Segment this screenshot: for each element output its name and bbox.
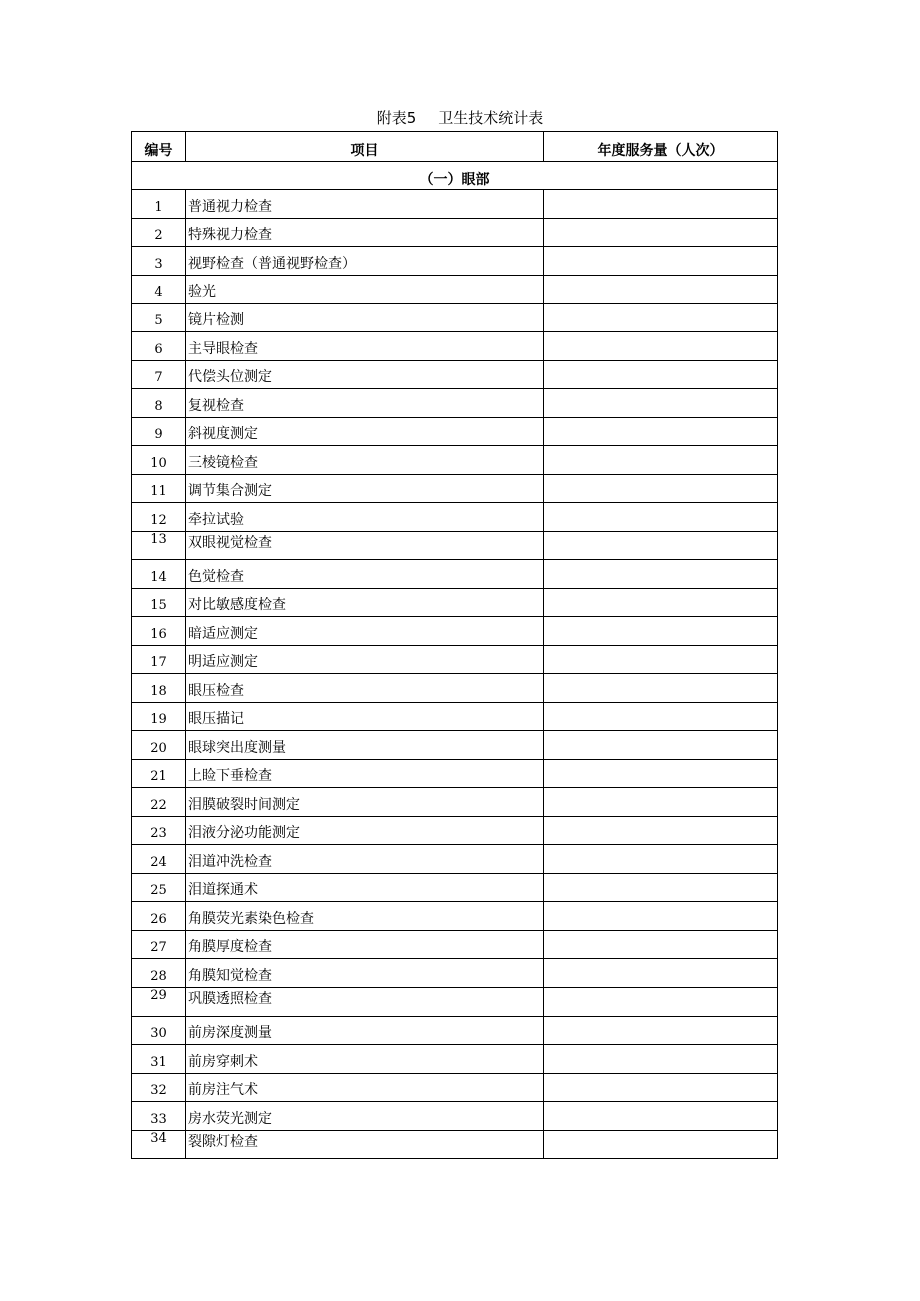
table-row (132, 817, 778, 845)
row-number: 25 (132, 874, 186, 902)
row-number: 8 (132, 389, 186, 418)
row-number: 11 (132, 475, 186, 503)
row-number: 34 (132, 1131, 186, 1159)
header-annual-volume: 年度服务量（人次） (544, 132, 778, 162)
title-label: 附表5 (376, 109, 417, 127)
row-number: 17 (132, 646, 186, 674)
row-annual-volume[interactable] (544, 1131, 778, 1159)
table-row (132, 190, 778, 219)
row-annual-volume[interactable] (544, 247, 778, 276)
row-annual-volume[interactable] (544, 304, 778, 332)
row-number: 10 (132, 446, 186, 475)
table-row (132, 332, 778, 361)
row-item: 眼压检查 (186, 674, 544, 703)
row-item: 斜视度测定 (186, 418, 544, 446)
row-number: 28 (132, 959, 186, 988)
row-annual-volume[interactable] (544, 1074, 778, 1102)
row-item: 镜片检测 (186, 304, 544, 332)
row-item: 泪道冲洗检查 (186, 845, 544, 874)
table-row (132, 589, 778, 617)
row-item: 前房深度测量 (186, 1017, 544, 1045)
table-header-row (132, 132, 778, 162)
row-annual-volume[interactable] (544, 731, 778, 760)
row-annual-volume[interactable] (544, 817, 778, 845)
row-number: 19 (132, 703, 186, 731)
row-annual-volume[interactable] (544, 646, 778, 674)
table-row (132, 532, 778, 560)
row-item: 普通视力检查 (186, 190, 544, 219)
row-number: 31 (132, 1045, 186, 1074)
table-row (132, 446, 778, 475)
row-annual-volume[interactable] (544, 190, 778, 219)
table-row (132, 874, 778, 902)
row-item: 复视检查 (186, 389, 544, 418)
row-annual-volume[interactable] (544, 1017, 778, 1045)
row-number: 18 (132, 674, 186, 703)
table-row (132, 1017, 778, 1045)
row-number: 13 (132, 532, 186, 560)
row-annual-volume[interactable] (544, 532, 778, 560)
row-annual-volume[interactable] (544, 1045, 778, 1074)
row-annual-volume[interactable] (544, 988, 778, 1017)
row-item: 前房注气术 (186, 1074, 544, 1102)
table-row (132, 760, 778, 788)
row-annual-volume[interactable] (544, 617, 778, 646)
row-number: 3 (132, 247, 186, 276)
table-row (132, 361, 778, 389)
row-annual-volume[interactable] (544, 418, 778, 446)
table-row (132, 1102, 778, 1131)
table-row (132, 674, 778, 703)
row-item: 裂隙灯检查 (186, 1131, 544, 1159)
row-item: 泪膜破裂时间测定 (186, 788, 544, 817)
row-number: 2 (132, 219, 186, 247)
table-row (132, 1074, 778, 1102)
row-number: 23 (132, 817, 186, 845)
table-row (132, 902, 778, 931)
row-annual-volume[interactable] (544, 931, 778, 959)
row-annual-volume[interactable] (544, 389, 778, 418)
row-annual-volume[interactable] (544, 332, 778, 361)
table-row (132, 247, 778, 276)
row-annual-volume[interactable] (544, 560, 778, 589)
row-number: 30 (132, 1017, 186, 1045)
table-row (132, 304, 778, 332)
row-item: 代偿头位测定 (186, 361, 544, 389)
row-item: 特殊视力检查 (186, 219, 544, 247)
row-annual-volume[interactable] (544, 475, 778, 503)
row-annual-volume[interactable] (544, 219, 778, 247)
row-item: 调节集合测定 (186, 475, 544, 503)
table-row (132, 845, 778, 874)
row-item: 角膜荧光素染色检查 (186, 902, 544, 931)
row-number: 6 (132, 332, 186, 361)
row-annual-volume[interactable] (544, 503, 778, 532)
row-item: 泪液分泌功能测定 (186, 817, 544, 845)
table-row (132, 731, 778, 760)
row-item: 双眼视觉检查 (186, 532, 544, 560)
row-annual-volume[interactable] (544, 1102, 778, 1131)
row-annual-volume[interactable] (544, 760, 778, 788)
row-item: 视野检查（普通视野检查） (186, 247, 544, 276)
header-item: 项目 (186, 132, 544, 162)
row-item: 房水荧光测定 (186, 1102, 544, 1131)
table-row (132, 418, 778, 446)
row-item: 泪道探通术 (186, 874, 544, 902)
row-number: 32 (132, 1074, 186, 1102)
row-number: 15 (132, 589, 186, 617)
row-item: 三棱镜检查 (186, 446, 544, 475)
table-row (132, 503, 778, 532)
row-item: 眼球突出度测量 (186, 731, 544, 760)
table-row (132, 389, 778, 418)
row-annual-volume[interactable] (544, 959, 778, 988)
title-text: 卫生技术统计表 (438, 109, 544, 127)
row-number: 14 (132, 560, 186, 589)
row-item: 色觉检查 (186, 560, 544, 589)
row-annual-volume[interactable] (544, 902, 778, 931)
row-item: 对比敏感度检查 (186, 589, 544, 617)
row-number: 16 (132, 617, 186, 646)
table-row (132, 988, 778, 1017)
row-item: 上睑下垂检查 (186, 760, 544, 788)
table-row (132, 475, 778, 503)
row-annual-volume[interactable] (544, 703, 778, 731)
row-annual-volume[interactable] (544, 874, 778, 902)
row-item: 主导眼检查 (186, 332, 544, 361)
table-row (132, 617, 778, 646)
section-row (132, 162, 778, 190)
table-row (132, 931, 778, 959)
row-number: 7 (132, 361, 186, 389)
row-number: 12 (132, 503, 186, 532)
row-item: 牵拉试验 (186, 503, 544, 532)
table-row (132, 788, 778, 817)
row-item: 角膜厚度检查 (186, 931, 544, 959)
section-title: （一）眼部 (132, 162, 778, 190)
row-item: 明适应测定 (186, 646, 544, 674)
row-annual-volume[interactable] (544, 589, 778, 617)
row-annual-volume[interactable] (544, 446, 778, 475)
row-item: 巩膜透照检查 (186, 988, 544, 1017)
row-annual-volume[interactable] (544, 788, 778, 817)
table-row (132, 959, 778, 988)
statistics-table (131, 131, 778, 1159)
table-row (132, 1045, 778, 1074)
row-number: 21 (132, 760, 186, 788)
table-row (132, 1131, 778, 1159)
row-number: 29 (132, 988, 186, 1017)
row-annual-volume[interactable] (544, 674, 778, 703)
row-number: 5 (132, 304, 186, 332)
header-number: 编号 (132, 132, 186, 162)
table-row (132, 703, 778, 731)
row-number: 20 (132, 731, 186, 760)
row-item: 验光 (186, 276, 544, 304)
row-annual-volume[interactable] (544, 276, 778, 304)
row-number: 26 (132, 902, 186, 931)
row-number: 1 (132, 190, 186, 219)
table-row (132, 646, 778, 674)
row-number: 9 (132, 418, 186, 446)
row-annual-volume[interactable] (544, 361, 778, 389)
row-number: 22 (132, 788, 186, 817)
row-item: 眼压描记 (186, 703, 544, 731)
row-item: 暗适应测定 (186, 617, 544, 646)
row-number: 24 (132, 845, 186, 874)
row-number: 27 (132, 931, 186, 959)
table-row (132, 560, 778, 589)
table-row (132, 219, 778, 247)
page-title (0, 108, 920, 128)
row-annual-volume[interactable] (544, 845, 778, 874)
row-item: 角膜知觉检查 (186, 959, 544, 988)
row-item: 前房穿刺术 (186, 1045, 544, 1074)
row-number: 33 (132, 1102, 186, 1131)
row-number: 4 (132, 276, 186, 304)
table-row (132, 276, 778, 304)
